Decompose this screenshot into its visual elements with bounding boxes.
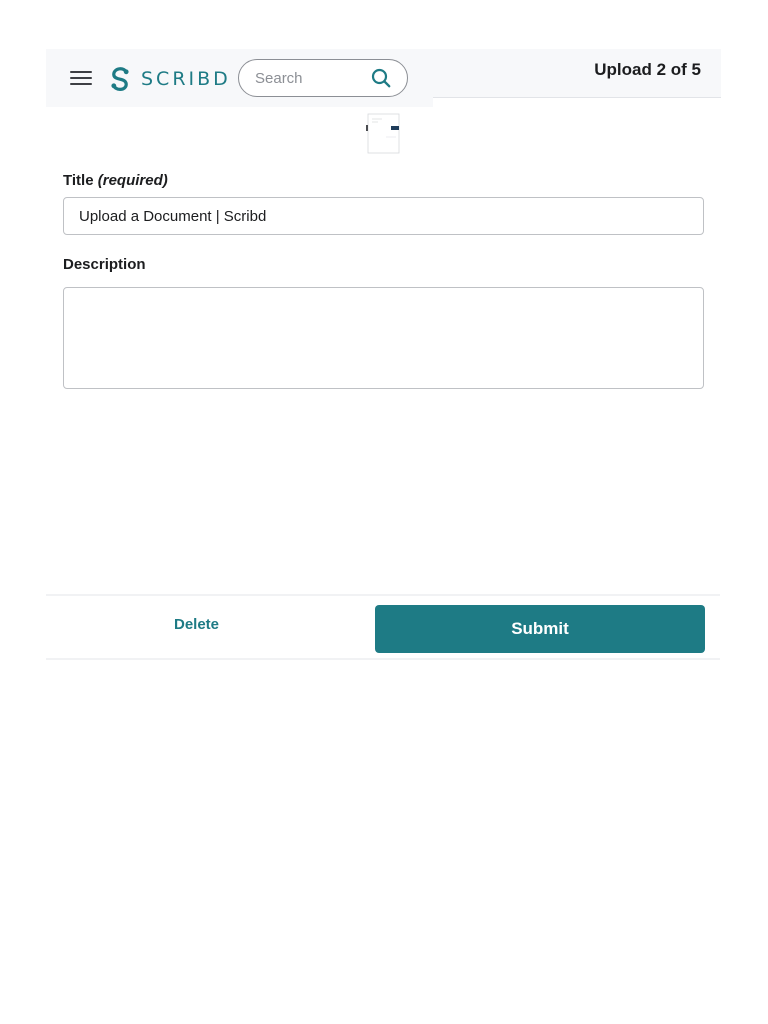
title-label — [63, 172, 168, 189]
title-label-text: Title — [63, 172, 94, 189]
search-box — [238, 59, 408, 97]
scribd-logo[interactable] — [109, 66, 231, 92]
description-textarea[interactable] — [63, 287, 704, 389]
scribd-logo-icon — [109, 66, 131, 92]
brand-name: SCRIBD — [141, 68, 231, 90]
upload-progress-text: Upload 2 of 5 — [594, 60, 701, 79]
hamburger-menu-icon[interactable] — [70, 71, 92, 85]
title-required-note: (required) — [97, 172, 168, 189]
action-bar — [46, 594, 720, 660]
header-nav — [46, 49, 433, 107]
document-thumbnail — [366, 113, 401, 154]
delete-button[interactable]: Delete — [174, 616, 220, 633]
header-status — [433, 49, 721, 98]
submit-button[interactable]: Submit — [375, 605, 705, 653]
search-icon[interactable] — [371, 68, 391, 88]
description-label: Description — [63, 256, 146, 273]
search-input[interactable] — [255, 68, 355, 88]
title-input[interactable] — [63, 197, 704, 235]
